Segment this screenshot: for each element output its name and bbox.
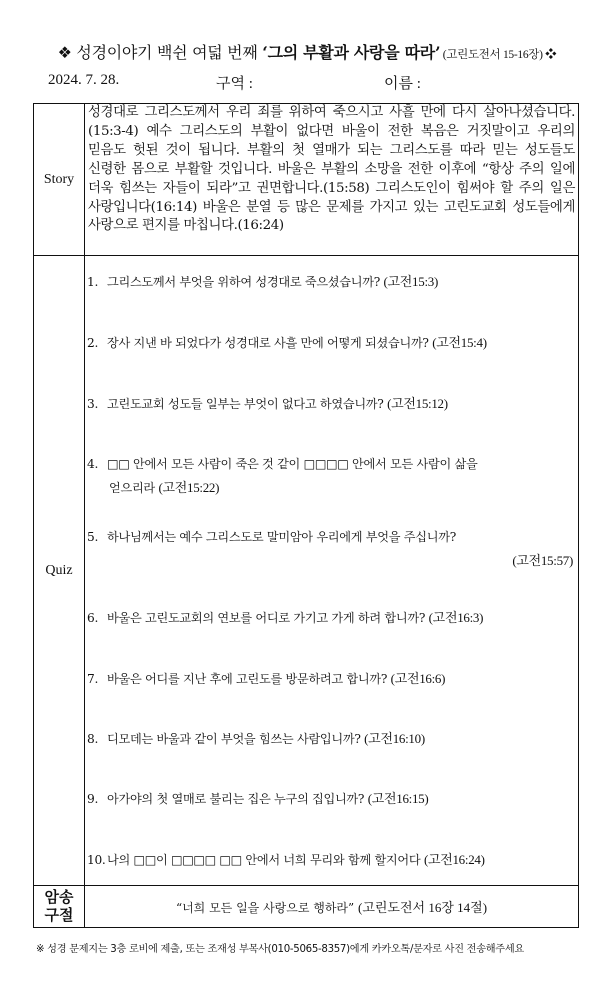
submission-footnote: ※ 성경 문제지는 3층 로비에 제출, 또는 조재성 부목사(010-5065-8357)에게 카카오톡/문자로 사진 전송해주세요 <box>36 944 524 955</box>
quiz-question-4: 4. □□ 안에서 모든 사람이 죽은 것 같이 □□□□ 안에서 모든 사람이 삶을 얻으리라 (고전15:22) <box>87 457 478 495</box>
story-label: Story <box>34 104 85 256</box>
quiz-question-6: 6. 바울은 고린도교회의 연보를 어디로 가기고 가게 하려 합니까? (고전16:3) <box>87 610 484 625</box>
area-field-label: 구역 : <box>216 76 253 92</box>
quiz-cell <box>85 256 579 886</box>
date-text: 2024. 7. 28. <box>48 72 120 88</box>
quiz-question-5: 5. 하나님께서는 예수 그리스도로 말미암아 우리에게 부엇을 주십니까? (고전15:57) <box>87 530 573 568</box>
story-row <box>34 104 579 256</box>
quiz-question-2: 2. 장사 지낸 바 되었다가 성경대로 사흘 만에 어떻게 되셨습니까? (고전15:4) <box>87 335 487 350</box>
memory-verse-reference: (고린도전서 16장 14절) <box>357 900 488 915</box>
memory-verse-label: 암송 구절 <box>34 886 85 928</box>
story-text: 성경대로 그리스도께서 우리 죄를 위하여 죽으시고 사흘 만에 다시 살아나셨습니다.(15:3-4) 예수 그리스도의 부활이 없다면 바울이 전한 복음은 거짓말이고 우리의 믿음도 헛된 것이 됩니다. 부활의 첫 열매가 되는 그리스도를 따라 믿는 성도들도 신령한 몸으로 부활할 것입니다. 바울은 부활의 소망을 전한 이후에 “항상 주의 일에 더욱 힘쓰는 자들이 되라”고 권면합니다.(15:58) 그리스도인이 힘써야 할 주의 일은 사랑입니다(16:14) 바울은 분열 등 많은 문제를 가지고 있는 고린도교회 성도들에게 사랑으로 편지를 마칩니다.(16:24) <box>88 105 575 234</box>
memory-verse-row <box>34 886 579 928</box>
quiz-question-9: 9. 아가야의 첫 열매로 불리는 집은 누구의 집입니까? (고전16:15) <box>87 791 429 806</box>
memory-verse-cell <box>85 886 579 928</box>
title-lead: ❖ 성경이야기 백쉰 여덟 번째 <box>57 43 263 62</box>
quiz-question-8: 8. 디모데는 바울과 같이 부엇을 힘쓰는 사람입니까? (고전16:10) <box>87 731 425 746</box>
memory-verse-text: “너희 모든 일을 사랑으로 행하라” <box>175 901 358 915</box>
story-cell <box>85 104 579 256</box>
quiz-question-1: 1. 그리스도께서 부엇을 위하여 성경대로 죽으셨습니까? (고전15:3) <box>87 274 439 289</box>
quiz-question-3: 3. 고린도교회 성도들 일부는 부엇이 없다고 하였습니까? (고전15:12) <box>87 396 448 411</box>
quiz-row <box>34 256 579 886</box>
quiz-question-7: 7. 바울은 어디를 지난 후에 고린도를 방문하려고 합니까? (고전16:6) <box>87 671 446 686</box>
quiz-label: Quiz <box>34 256 85 886</box>
worksheet-title <box>0 40 614 63</box>
worksheet-table <box>33 103 579 928</box>
title-book: ‘그의 부활과 사랑을 따라’ <box>262 43 441 62</box>
name-field-label: 이름 : <box>384 76 421 92</box>
title-reference: (고린도전서 15-16장) ❖ <box>440 49 557 61</box>
quiz-question-10: 10. 나의 □□이 □□□□ □□ 안에서 너희 무리와 함께 할지어다 (고전16:24) <box>87 852 485 867</box>
